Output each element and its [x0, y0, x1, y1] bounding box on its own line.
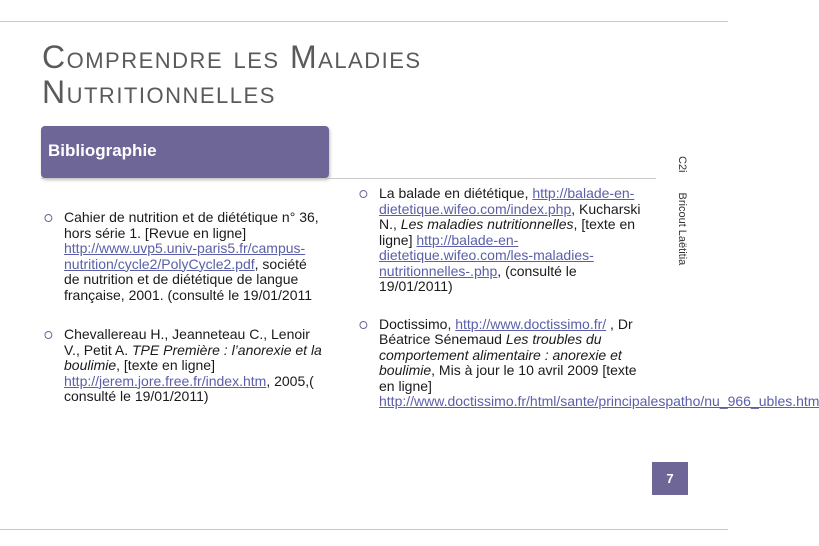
reference-link[interactable]: http://balade-en-dietetique.wifeo.com/les-maladies-nutritionnelles-.php — [379, 231, 594, 279]
reference-link[interactable]: http://www.doctissimo.fr/ — [455, 315, 607, 332]
reference-text: Chevallereau H., Jeanneteau C., Lenoir V., Petit A. — [64, 326, 310, 358]
bullet-icon: ⭘ — [359, 318, 368, 332]
reference-link[interactable]: http://jerem.jore.free.fr/index.htm — [64, 372, 267, 389]
bibliography-left-column — [44, 210, 324, 405]
bibliography-item — [359, 186, 649, 295]
course-label: C2i — [676, 156, 688, 173]
reference-text: Doctissimo, — [379, 315, 456, 332]
reference-link[interactable]: http://www.doctissimo.fr/html/sante/principalespatho/nu_966_ubles.htm — [379, 393, 819, 409]
header-divider — [41, 178, 656, 179]
reference-text: , [texte en ligne] — [116, 357, 215, 373]
bullet-icon: ⭘ — [44, 212, 53, 225]
side-caption — [674, 156, 690, 276]
reference-text: , 2005,( consulté le 19/01/2011) — [64, 372, 314, 404]
reference-text: , Kucharski N., — [379, 200, 641, 232]
bibliography-item — [359, 315, 819, 410]
section-header-label: Bibliographie — [48, 141, 157, 160]
reference-title: Les troubles du comportement alimentaire : anorexie et boulimie — [379, 331, 622, 378]
title-line-2: Nutritionnelles — [42, 74, 276, 110]
reference-text: , [texte en ligne] — [379, 216, 636, 248]
reference-text: , Mis à jour le 10 avril 2009 [texte en ligne] — [379, 362, 637, 394]
reference-title: TPE Première : l’anorexie et la boulimie — [64, 341, 322, 373]
reference-text: , Dr Béatrice Sénemaud — [379, 315, 633, 347]
section-header — [41, 126, 329, 178]
bullet-icon: ⭘ — [44, 329, 53, 342]
reference-text: , (consulté le 19/01/2011) — [379, 262, 577, 294]
bottom-divider — [0, 529, 728, 530]
bibliography-item — [44, 327, 324, 405]
reference-text: La balade en diététique, — [379, 185, 533, 201]
title-line-1: Comprendre les Maladies — [42, 39, 422, 75]
reference-link[interactable]: http://www.uvp5.univ-paris5.fr/campus-nutrition/cycle2/PolyCycle2.pdf — [64, 240, 306, 272]
reference-text: , société de nutrition et de diététique de langue française, 2001. (consulté le 19/01/2011 — [64, 255, 313, 303]
bibliography-item — [44, 210, 324, 303]
bullet-icon: ⭘ — [359, 188, 368, 201]
page-title — [42, 40, 602, 110]
author-label: Bricout Laëtitia — [676, 192, 688, 266]
top-divider — [0, 21, 728, 22]
page-number: 7 — [652, 462, 688, 495]
reference-text: Cahier de nutrition et de diététique n° 36, hors série 1. [Revue en ligne] — [64, 209, 319, 241]
reference-link[interactable]: http://balade-en-dietetique.wifeo.com/index.php — [379, 185, 635, 217]
reference-title: Les maladies nutritionnelles — [400, 216, 574, 232]
